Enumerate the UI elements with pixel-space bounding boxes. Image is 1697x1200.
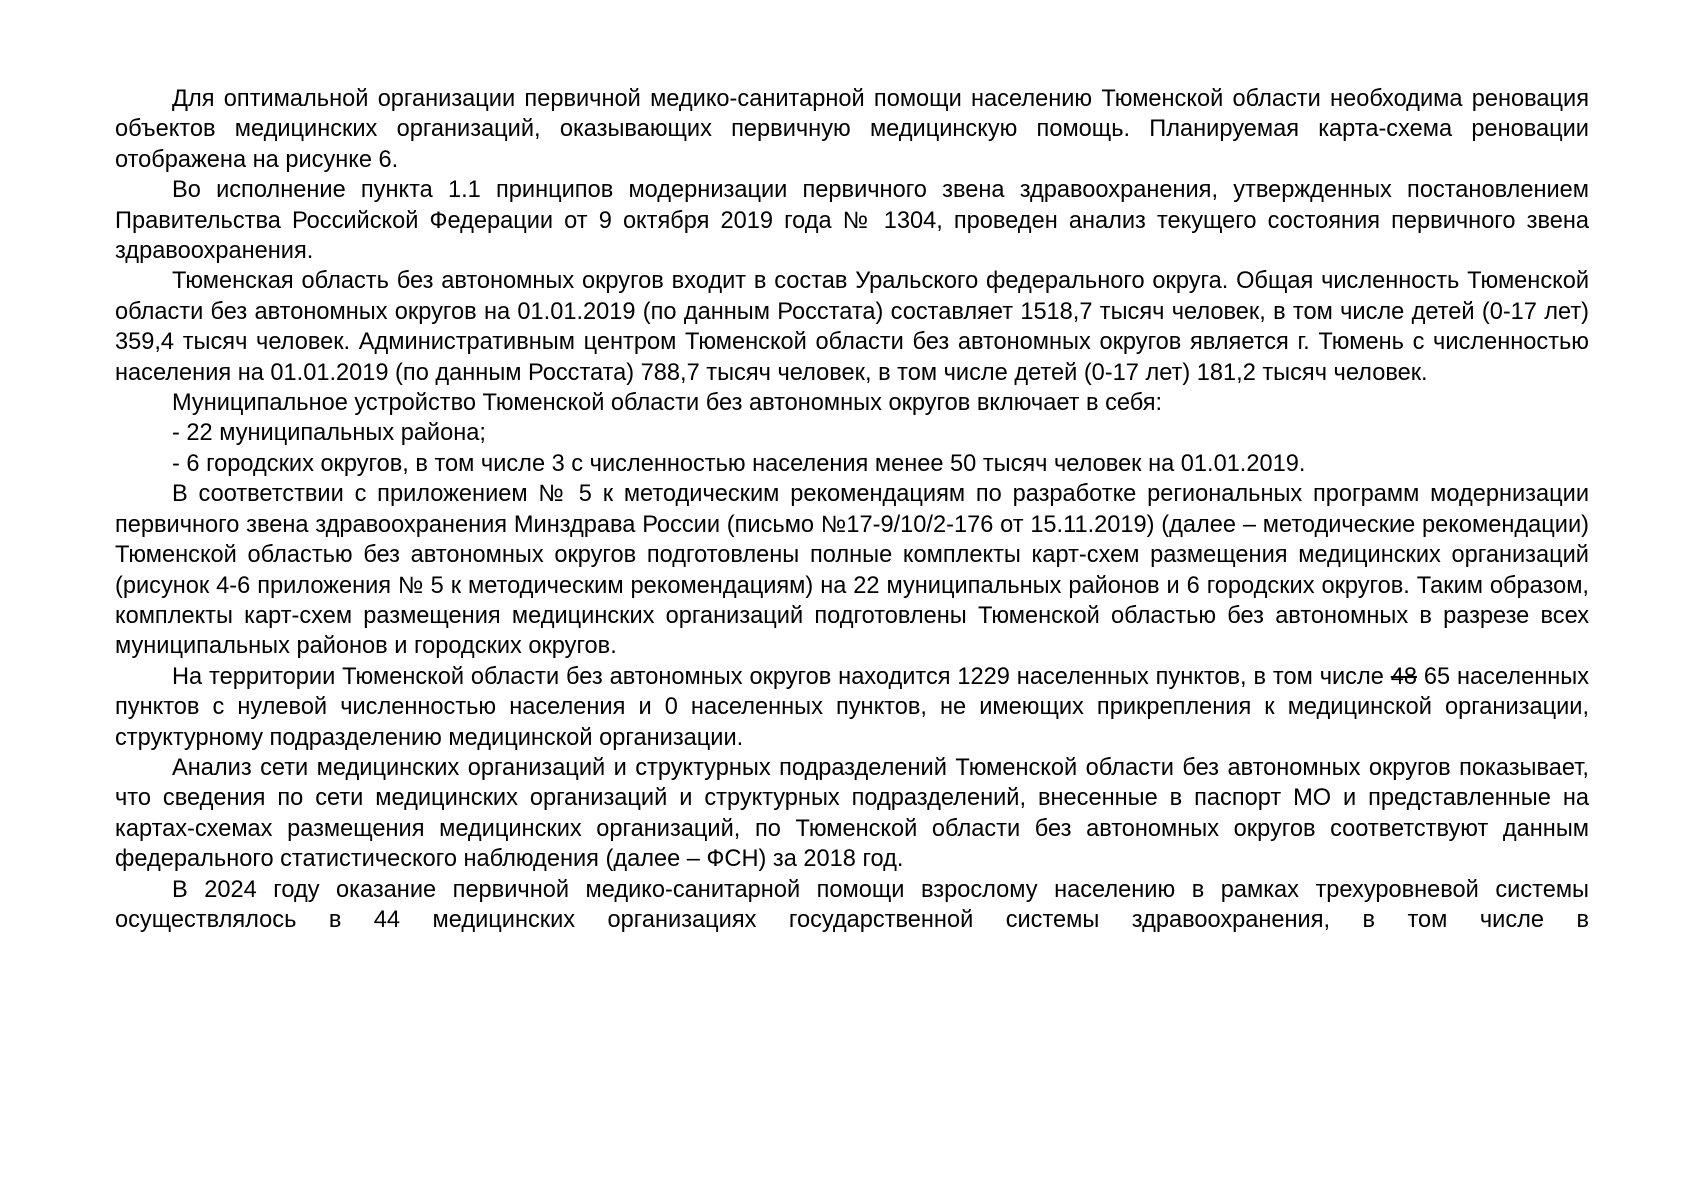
paragraph-primary-care-2024: В 2024 году оказание первичной медико-санитарной помощи взрослому населению в рамках трехуровневой системы осуществлялось в 44 медицинских организациях государственной системы здравоохранения, в том числе в <box>115 876 1589 933</box>
paragraph-modernization-principles: Во исполнение пункта 1.1 принципов модернизации первичного звена здравоохранения, утвержденных постановлением Правительства Российской Федерации от 9 октября 2019 года № 1304, проведен анализ текущего состояния первичного звена здравоохранения. <box>115 177 1589 265</box>
paragraph-renovation: Для оптимальной организации первичной медико-санитарной помощи населению Тюменской области необходима реновация объектов медицинских организаций, оказывающих первичную медицинскую помощь. Планируемая карта-схема реновации отображена на рисунке 6. <box>115 86 1589 173</box>
document-page <box>115 84 1589 935</box>
settlements-text-after: 65 населенных пунктов с нулевой численностью населения и 0 населенных пунктов, не имеющих прикрепления к медицинской организации, структурному подразделению медицинской организации. <box>115 663 1590 751</box>
list-item-districts: - 22 муниципальных района; <box>172 420 486 447</box>
paragraph-municipal-structure: Муниципальное устройство Тюменской области без автономных округов включает в себя: <box>172 390 1163 417</box>
struck-number: 48 <box>1390 663 1417 690</box>
paragraph-settlements <box>115 662 1589 753</box>
paragraph-methodical-recommendations: В соответствии с приложением № 5 к методическим рекомендациям по разработке региональных программ модернизации первичного звена здравоохранения Минздрава России (письмо №17-9/10/2-176 от 15.11.2019) (далее – методические рекомендации) Тюменской областью без автономных округов подготовлены полные комплекты карт-схем размещения медицинских организаций (рисунок 4-6 приложения № 5 к методическим рекомендациям) на 22 муниципальных районов и 6 городских округов. Таким образом, комплекты карт-схем размещения медицинских организаций подготовлены Тюменской областью без автономных в разрезе всех муниципальных районов и городских округов. <box>115 481 1589 660</box>
settlements-text-before: На территории Тюменской области без автономных округов находится 1229 населенных пунктов, в том числе <box>172 663 1391 690</box>
paragraph-population: Тюменская область без автономных округов входит в состав Уральского федерального округа. Общая численность Тюменской области без автономных округов на 01.01.2019 (по данным Росстата) составляет 1518,7 тысяч человек, в том числе детей (0-17 лет) 359,4 тысяч человек. Административным центром Тюменской области без автономных округов является г. Тюмень с численностью населения на 01.01.2019 (по данным Росстата) 788,7 тысяч человек, в том числе детей (0-17 лет) 181,2 тысяч человек. <box>115 268 1589 386</box>
list-item-city-districts: - 6 городских округов, в том числе 3 с численностью населения менее 50 тысяч человек на 01.01.2019. <box>172 450 1306 477</box>
paragraph-network-analysis: Анализ сети медицинских организаций и структурных подразделений Тюменской области без автономных округов показывает, что сведения по сети медицинских организаций и структурных подразделений, внесенные в паспорт МО и представленные на картах-схемах размещения медицинских организаций, по Тюменской области без автономных округов соответствуют данным федерального статистического наблюдения (далее – ФСН) за 2018 год. <box>115 754 1589 873</box>
